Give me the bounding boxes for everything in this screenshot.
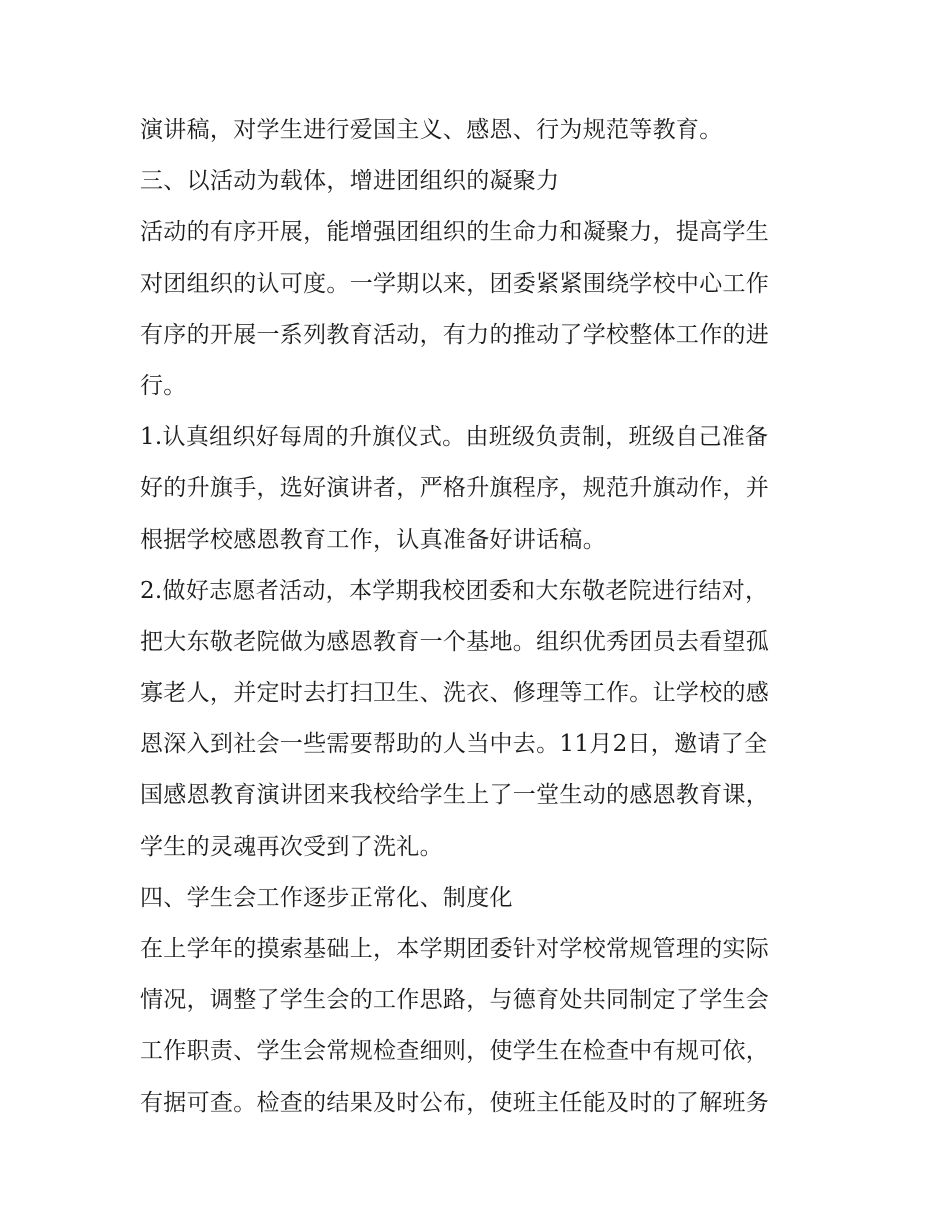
text-line: 在上学年的摸索基础上，本学期团委针对学校常规管理的实际 <box>140 936 770 962</box>
text-line: 有序的开展一系列教育活动，有力的推动了学校整体工作的进 <box>140 321 770 348</box>
text-line: 演讲稿，对学生进行爱国主义、感恩、行为规范等教育。 <box>140 117 723 143</box>
text-line: 工作职责、学生会常规检查细则，使学生在检查中有规可依， <box>140 1038 770 1065</box>
text-line: 学生的灵魂再次受到了洗礼。 <box>140 833 443 860</box>
list-item-text: 1.认真组织好每周的升旗仪式。由班级负责制，班级自己准备 <box>140 424 769 451</box>
list-item-text: 2.做好志愿者活动，本学期我校团委和大东敬老院进行结对， <box>140 577 769 604</box>
text-line: 对团组织的认可度。一学期以来，团委紧紧围绕学校中心工作 <box>140 270 770 297</box>
section-heading: 三、以活动为载体，增进团组织的凝聚力 <box>140 168 560 195</box>
text-line: 行。 <box>140 372 187 399</box>
section-heading: 四、学生会工作逐步正常化、制度化 <box>140 884 513 911</box>
text-line: 根据学校感恩教育工作，认真准备好讲话稿。 <box>140 526 606 553</box>
text-line: 国感恩教育演讲团来我校给学生上了一堂生动的感恩教育课， <box>140 782 770 809</box>
text-line: 寡老人，并定时去打扫卫生、洗衣、修理等工作。让学校的感 <box>140 680 770 707</box>
document-body <box>140 105 820 1129</box>
text-line: 活动的有序开展，能增强团组织的生命力和凝聚力，提高学生 <box>140 219 770 246</box>
text-line: 有据可查。检查的结果及时公布，使班主任能及时的了解班务 <box>140 1089 770 1116</box>
text-line: 情况，调整了学生会的工作思路，与德育处共同制定了学生会 <box>140 987 770 1014</box>
text-line: 好的升旗手，选好演讲者，严格升旗程序，规范升旗动作，并 <box>140 475 770 502</box>
text-line: 恩深入到社会一些需要帮助的人当中去。11月2日，邀请了全 <box>140 731 768 758</box>
text-line: 把大东敬老院做为感恩教育一个基地。组织优秀团员去看望孤 <box>140 628 770 655</box>
